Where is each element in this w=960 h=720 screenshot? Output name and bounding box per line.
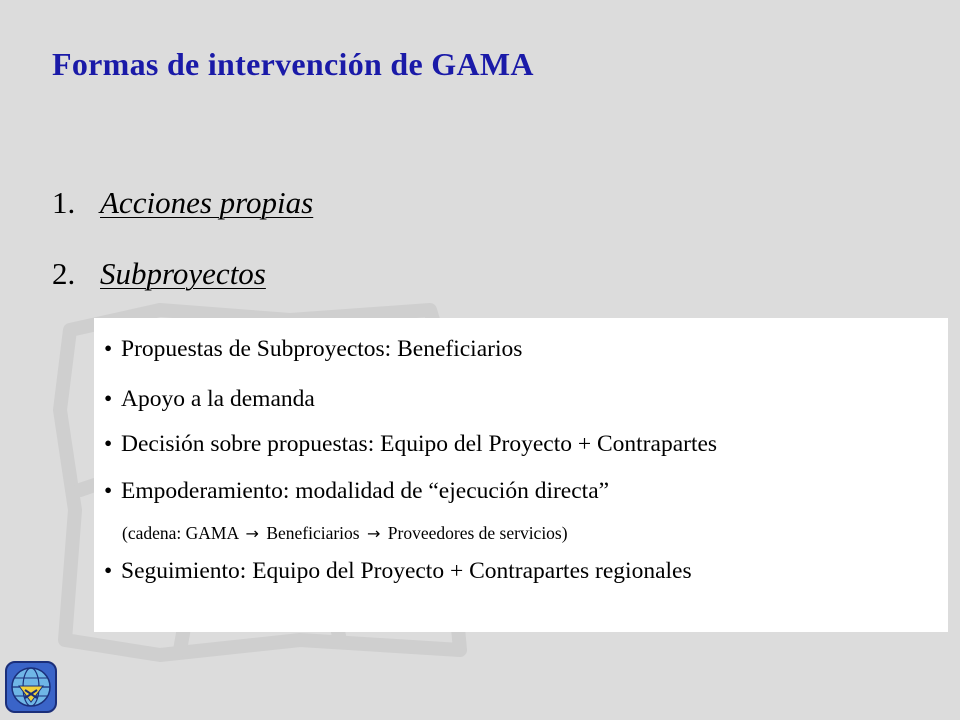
bullet-item (104, 336, 522, 363)
arrow-right-icon: → (366, 524, 381, 543)
bullet-text: Decisión sobre propuestas: Equipo del Proyecto + Contrapartes (121, 431, 718, 457)
execution-chain (122, 523, 568, 544)
chain-step-proveedores: Proveedores de servicios) (387, 523, 568, 543)
bullet-text: Empoderamiento: modalidad de “ejecución directa” (121, 478, 610, 504)
bullet-text: Seguimiento: Equipo del Proyecto + Contrapartes regionales (121, 558, 692, 584)
slide-title: Formas de intervención de GAMA (52, 46, 534, 82)
item-number: 1. (52, 185, 76, 220)
item-label: Subproyectos (100, 256, 266, 291)
bullet-item (104, 558, 692, 585)
chain-step-gama: (cadena: GAMA (122, 523, 239, 543)
item-number: 2. (52, 256, 76, 291)
numbered-item-acciones-propias (52, 185, 313, 221)
arrow-right-icon: → (245, 524, 259, 543)
bullet-icon: • (104, 336, 113, 362)
bullet-text: Apoyo a la demanda (121, 386, 315, 412)
subproyectos-details-box (94, 318, 948, 632)
bullet-item (104, 431, 717, 458)
bullet-icon: • (104, 386, 113, 412)
numbered-item-subproyectos (52, 256, 266, 292)
bullet-item (104, 386, 315, 413)
chain-step-beneficiarios: Beneficiarios (266, 523, 360, 543)
bullet-item (104, 478, 609, 505)
gama-globe-logo-icon (4, 660, 58, 714)
bullet-icon: • (104, 431, 113, 457)
bullet-icon: • (104, 478, 113, 504)
bullet-text: Propuestas de Subproyectos: Beneficiarios (121, 336, 523, 362)
item-label: Acciones propias (100, 185, 314, 220)
bullet-icon: • (104, 558, 113, 584)
